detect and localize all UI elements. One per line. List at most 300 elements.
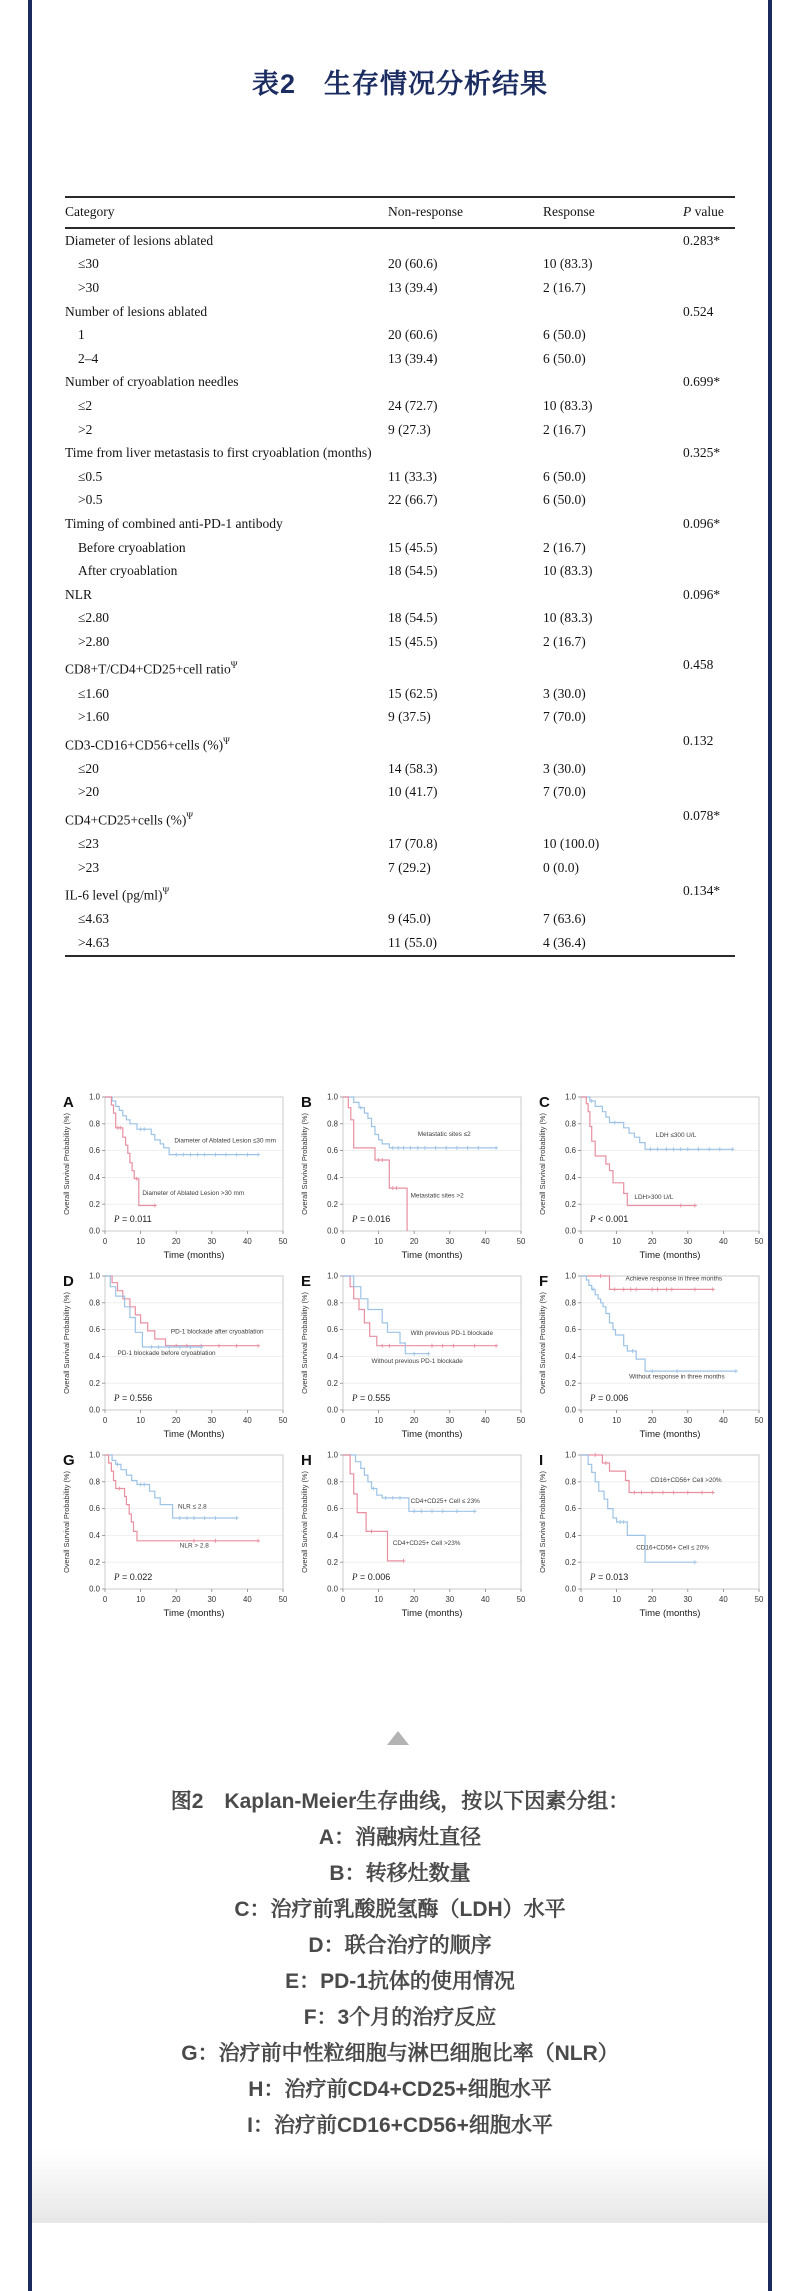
censor-mark (661, 1491, 665, 1495)
panel-letter: A (63, 1094, 74, 1111)
y-tick-label: 0.2 (89, 1378, 100, 1388)
category-cell: ≤23 (78, 836, 99, 852)
x-tick-label: 20 (647, 1595, 657, 1604)
response-cell (543, 880, 683, 908)
y-tick-label: 0.8 (327, 1477, 338, 1487)
table-row (65, 832, 735, 856)
p-value-cell (683, 347, 735, 371)
censor-mark (185, 1516, 189, 1520)
y-tick-label: 0.8 (565, 1298, 576, 1308)
table-row (65, 465, 735, 489)
censor-mark (224, 1153, 228, 1157)
censor-mark (675, 1369, 679, 1373)
x-tick-label: 30 (445, 1416, 455, 1425)
censor-mark (235, 1344, 239, 1348)
y-axis-label: Overall Survival Probability (%) (538, 1292, 547, 1394)
category-cell: 1 (78, 327, 85, 343)
censor-mark (118, 1126, 122, 1130)
censor-mark (494, 1146, 498, 1150)
caption-line: G：治疗前中性粒细胞与淋巴细胞比率（NLR） (181, 2042, 619, 2065)
p-value-cell (683, 559, 735, 583)
x-tick-label: 0 (340, 1237, 346, 1246)
curve-label: CD16+CD56+ Cell >20% (650, 1476, 722, 1484)
censor-mark (387, 1344, 391, 1348)
x-tick-label: 50 (278, 1595, 288, 1604)
category-cell: >30 (78, 279, 100, 295)
p-value-label: P = 0.011 (114, 1214, 152, 1224)
censor-mark (384, 1496, 388, 1500)
km-curve (105, 1276, 201, 1347)
p-value-cell (683, 682, 735, 706)
censor-mark (377, 1158, 381, 1162)
censor-mark (391, 1146, 395, 1150)
censor-mark (434, 1146, 438, 1150)
y-tick-label: 1.0 (89, 1271, 100, 1281)
caption-line: B：转移灶数量 (329, 1862, 471, 1885)
p-value-cell: 0.078* (683, 808, 721, 824)
table-row (65, 607, 735, 631)
censor-mark (494, 1344, 498, 1348)
category-cell: CD3-CD16+CD56+cells (%)$^\Psi$ (65, 735, 230, 753)
y-tick-label: 1.0 (565, 1092, 576, 1102)
censor-mark (473, 1509, 477, 1513)
y-tick-label: 0.6 (327, 1325, 338, 1335)
censor-mark (430, 1344, 434, 1348)
y-tick-label: 0.4 (565, 1352, 576, 1361)
curve-label: Metastatic sites >2 (410, 1192, 464, 1200)
y-tick-label: 0.4 (327, 1173, 338, 1182)
x-tick-label: 10 (374, 1595, 383, 1604)
curve-label: NLR > 2.8 (179, 1542, 209, 1550)
x-tick-label: 0 (102, 1237, 108, 1246)
panel-letter: D (63, 1273, 74, 1290)
censor-mark (256, 1344, 260, 1348)
table-row (65, 489, 735, 513)
curve-label: LDH>300 U/L (634, 1193, 674, 1201)
censor-mark (473, 1344, 477, 1348)
p-value-cell: 0.699* (683, 374, 721, 390)
response-cell: 10 (83.3) (543, 256, 593, 272)
response-cell: 4 (36.4) (543, 935, 586, 951)
x-tick-label: 40 (719, 1595, 728, 1604)
non-response-cell (388, 512, 543, 536)
x-tick-label: 30 (445, 1237, 455, 1246)
p-value-cell (683, 465, 735, 489)
x-tick-label: 40 (243, 1237, 252, 1246)
non-response-cell: 13 (39.4) (388, 350, 438, 366)
table-row (65, 654, 735, 682)
censor-mark (613, 1287, 617, 1291)
table-row (65, 300, 735, 324)
censor-mark (656, 1287, 660, 1291)
x-tick-label: 30 (207, 1416, 217, 1425)
x-tick-label: 0 (102, 1416, 108, 1425)
y-axis-label: Overall Survival Probability (%) (62, 1292, 71, 1394)
km-curve (581, 1097, 695, 1206)
y-axis-label: Overall Survival Probability (%) (538, 1113, 547, 1215)
non-response-cell: 9 (45.0) (388, 911, 431, 927)
table-row (65, 630, 735, 654)
km-panel-C (536, 1085, 771, 1263)
y-tick-label: 0.4 (89, 1352, 100, 1361)
figure-caption (31, 1784, 769, 2144)
y-tick-label: 0.6 (565, 1325, 576, 1335)
x-tick-label: 20 (171, 1237, 181, 1246)
non-response-cell (388, 228, 543, 253)
table-row (65, 705, 735, 729)
km-panel-G (60, 1443, 295, 1621)
category-cell: ≤30 (78, 256, 99, 272)
km-panel-I (536, 1443, 771, 1621)
non-response-cell (388, 880, 543, 908)
p-value-cell: 0.458 (683, 657, 714, 673)
non-response-cell: 22 (66.7) (388, 492, 438, 508)
category-cell: NLR (65, 586, 92, 602)
censor-mark (181, 1153, 185, 1157)
non-response-cell: 7 (29.2) (388, 859, 431, 875)
response-cell (543, 228, 683, 253)
p-value-cell (683, 630, 735, 654)
x-tick-label: 0 (578, 1416, 584, 1425)
censor-mark (693, 1560, 697, 1564)
censor-mark (139, 1127, 143, 1131)
category-cell: Time from liver metastasis to first cryoablation (months) (65, 445, 372, 461)
y-tick-label: 0.6 (327, 1504, 338, 1514)
y-tick-label: 0.8 (89, 1119, 100, 1129)
y-tick-label: 0.2 (327, 1557, 338, 1567)
curve-label: Diameter of Ablated Lesion >30 mm (142, 1189, 245, 1197)
non-response-cell: 20 (60.6) (388, 327, 438, 343)
category-cell: >0.5 (78, 492, 103, 508)
y-tick-label: 0.2 (89, 1557, 100, 1567)
curve-label: CD4+CD25+ Cell >23% (392, 1539, 461, 1547)
caption-line: 图2 Kaplan-Meier生存曲线，按以下因素分组： (170, 1790, 630, 1813)
p-value-cell (683, 489, 735, 513)
km-panel-D (60, 1264, 295, 1442)
p-value-label: P < 0.001 (590, 1214, 629, 1224)
table-header-row (65, 197, 735, 228)
censor-mark (693, 1287, 697, 1291)
y-tick-label: 0.2 (565, 1557, 576, 1567)
p-value-cell (683, 253, 735, 277)
response-cell: 7 (70.0) (543, 709, 586, 725)
p-value-cell (683, 832, 735, 856)
km-curve (581, 1097, 734, 1149)
response-cell: 2 (16.7) (543, 633, 586, 649)
curve-label: PD-1 blockade before cryoablation (117, 1350, 216, 1358)
x-axis-label: Time (months) (163, 1250, 225, 1261)
x-tick-label: 10 (136, 1416, 145, 1425)
censor-mark (444, 1146, 448, 1150)
response-cell (543, 583, 683, 607)
x-tick-label: 10 (374, 1416, 383, 1425)
caption-line: D：联合治疗的顺序 (308, 1934, 492, 1957)
censor-mark (156, 1345, 160, 1349)
censor-mark (618, 1520, 622, 1524)
censor-mark (455, 1146, 459, 1150)
category-cell: ≤2.80 (78, 610, 110, 626)
censor-mark (426, 1352, 430, 1356)
censor-mark (149, 1345, 153, 1349)
y-tick-label: 0.4 (89, 1531, 100, 1540)
table-row (65, 856, 735, 880)
table-row (65, 347, 735, 371)
x-tick-label: 20 (647, 1237, 657, 1246)
caption-line: F：3个月的治疗反应 (303, 2006, 497, 2029)
censor-mark (670, 1287, 674, 1291)
p-value-cell: 0.325* (683, 445, 721, 461)
table-row (65, 276, 735, 300)
km-panel-B (298, 1085, 533, 1263)
censor-mark (650, 1491, 654, 1495)
category-cell: Before cryoablation (78, 539, 186, 555)
panel-letter: B (301, 1094, 312, 1111)
p-value-cell: 0.096* (683, 586, 721, 602)
y-tick-label: 0.6 (89, 1325, 100, 1335)
km-curve (343, 1276, 428, 1354)
p-value-cell (683, 536, 735, 560)
caption-line: I：治疗前CD16+CD56+细胞水平 (247, 2114, 553, 2137)
response-cell: 2 (16.7) (543, 279, 586, 295)
p-value-label: P = 0.016 (352, 1214, 391, 1224)
x-tick-label: 20 (409, 1416, 419, 1425)
censor-mark (188, 1153, 192, 1157)
y-tick-label: 1.0 (89, 1092, 100, 1102)
curve-label: Without previous PD-1 blockade (371, 1358, 463, 1366)
censor-mark (203, 1516, 207, 1520)
censor-mark (380, 1344, 384, 1348)
x-tick-label: 50 (278, 1416, 288, 1425)
censor-mark (394, 1186, 398, 1190)
category-cell: ≤1.60 (78, 685, 110, 701)
censor-mark (476, 1146, 480, 1150)
km-panel-A (60, 1085, 295, 1263)
table-row (65, 781, 735, 805)
category-cell: >2 (78, 421, 93, 437)
x-axis-label: Time (months) (639, 1250, 701, 1261)
table-row (65, 371, 735, 395)
censor-mark (441, 1509, 445, 1513)
table-row (65, 418, 735, 442)
response-cell: 2 (16.7) (543, 539, 586, 555)
panel-letter: E (301, 1273, 312, 1290)
y-tick-label: 0.0 (89, 1584, 100, 1594)
non-response-cell (388, 371, 543, 395)
x-axis-label: Time (Months) (163, 1429, 225, 1440)
non-response-cell: 17 (70.8) (388, 836, 438, 852)
table-row (65, 441, 735, 465)
non-response-cell: 24 (72.7) (388, 397, 438, 413)
censor-mark (631, 1349, 635, 1353)
response-cell: 3 (30.0) (543, 760, 586, 776)
table-row (65, 394, 735, 418)
censor-mark (235, 1516, 239, 1520)
censor-mark (174, 1153, 178, 1157)
y-tick-label: 1.0 (327, 1092, 338, 1102)
censor-mark (398, 1496, 402, 1500)
non-response-cell: 14 (58.3) (388, 760, 438, 776)
response-cell (543, 804, 683, 832)
p-value-cell (683, 418, 735, 442)
non-response-cell (388, 804, 543, 832)
response-cell: 10 (83.3) (543, 563, 593, 579)
y-tick-label: 0.2 (327, 1199, 338, 1209)
collapse-triangle-icon[interactable] (387, 1731, 409, 1745)
y-tick-label: 0.8 (565, 1119, 576, 1129)
category-cell: Number of cryoablation needles (65, 374, 239, 390)
p-value-label: P = 0.006 (590, 1393, 629, 1403)
y-tick-label: 0.2 (327, 1378, 338, 1388)
x-axis-label: Time (months) (401, 1608, 463, 1619)
response-cell: 6 (50.0) (543, 468, 586, 484)
category-cell: CD4+CD25+cells (%)$^\Psi$ (65, 811, 193, 828)
y-tick-label: 0.8 (327, 1298, 338, 1308)
censor-mark (672, 1491, 676, 1495)
y-axis-label: Overall Survival Probability (%) (300, 1292, 309, 1394)
x-tick-label: 50 (754, 1416, 764, 1425)
response-cell: 6 (50.0) (543, 492, 586, 508)
y-tick-label: 0.4 (327, 1352, 338, 1361)
p-value-cell (683, 908, 735, 932)
y-tick-label: 1.0 (327, 1271, 338, 1281)
category-cell: >1.60 (78, 709, 110, 725)
curve-label: Diameter of Ablated Lesion ≤30 mm (174, 1137, 276, 1145)
censor-mark (734, 1369, 738, 1373)
non-response-cell: 11 (33.3) (388, 468, 437, 484)
x-axis-label: Time (months) (639, 1429, 701, 1440)
km-curve (343, 1097, 496, 1148)
non-response-cell: 10 (41.7) (388, 784, 438, 800)
censor-mark (139, 1483, 143, 1487)
response-cell: 6 (50.0) (543, 350, 586, 366)
censor-mark (451, 1344, 455, 1348)
p-value-cell (683, 607, 735, 631)
p-value-cell (683, 323, 735, 347)
category-cell: 2–4 (78, 350, 99, 366)
response-cell: 10 (100.0) (543, 836, 600, 852)
content-bottom-fade (32, 2150, 768, 2223)
y-axis-label: Overall Survival Probability (%) (538, 1471, 547, 1573)
y-tick-label: 0.4 (565, 1531, 576, 1540)
y-tick-label: 0.4 (89, 1173, 100, 1182)
response-cell: 0 (0.0) (543, 859, 579, 875)
censor-mark (632, 1491, 636, 1495)
km-curve (105, 1455, 258, 1541)
caption-line: E：PD-1抗体的使用情况 (285, 1970, 515, 1993)
censor-mark (441, 1344, 445, 1348)
censor-mark (419, 1509, 423, 1513)
non-response-cell: 9 (27.3) (388, 421, 431, 437)
category-cell: ≤0.5 (78, 468, 103, 484)
y-tick-label: 0.6 (565, 1504, 576, 1514)
km-curve (343, 1097, 407, 1231)
censor-mark (213, 1516, 217, 1520)
curve-label: NLR ≤ 2.8 (178, 1503, 207, 1511)
censor-mark (686, 1491, 690, 1495)
response-cell: 7 (70.0) (543, 784, 586, 800)
survival-analysis-table (65, 196, 735, 957)
table-row (65, 512, 735, 536)
x-tick-label: 20 (409, 1237, 419, 1246)
p-value-cell (683, 394, 735, 418)
category-cell: IL-6 level $(pg/ml)^\Psi$ (65, 886, 170, 903)
censor-mark (629, 1287, 633, 1291)
y-tick-label: 1.0 (327, 1450, 338, 1460)
censor-mark (412, 1509, 416, 1513)
y-tick-label: 1.0 (89, 1450, 100, 1460)
x-tick-label: 30 (683, 1237, 693, 1246)
censor-mark (430, 1509, 434, 1513)
y-tick-label: 0.0 (565, 1405, 576, 1415)
y-axis-label: Overall Survival Probability (%) (300, 1113, 309, 1215)
censor-mark (396, 1146, 400, 1150)
p-value-label: P = 0.013 (590, 1572, 629, 1582)
category-cell: >2.80 (78, 633, 110, 649)
panel-letter: G (63, 1452, 75, 1469)
response-cell (543, 441, 683, 465)
curve-label: PD-1 blockade after cryoablation (170, 1328, 264, 1336)
x-tick-label: 50 (754, 1237, 764, 1246)
y-tick-label: 0.8 (89, 1298, 100, 1308)
y-tick-label: 0.0 (327, 1405, 338, 1415)
x-tick-label: 20 (171, 1595, 181, 1604)
p-value-cell: 0.132 (683, 732, 714, 748)
censor-mark (192, 1516, 196, 1520)
y-tick-label: 0.4 (565, 1173, 576, 1182)
x-tick-label: 50 (516, 1595, 526, 1604)
y-tick-label: 0.6 (89, 1146, 100, 1156)
x-tick-label: 40 (719, 1416, 728, 1425)
censor-mark (604, 1461, 608, 1465)
censor-mark (593, 1453, 597, 1457)
y-tick-label: 0.2 (89, 1199, 100, 1209)
curve-label: Achieve response in three months (625, 1275, 723, 1283)
column-header: Non-response (388, 197, 543, 228)
censor-mark (711, 1287, 715, 1291)
censor-mark (213, 1539, 217, 1543)
non-response-cell (388, 654, 543, 682)
response-cell (543, 300, 683, 324)
table-row (65, 880, 735, 908)
non-response-cell (388, 300, 543, 324)
category-cell: >23 (78, 859, 100, 875)
p-value-cell (683, 856, 735, 880)
y-tick-label: 0.0 (89, 1405, 100, 1415)
table-body (65, 228, 735, 956)
censor-mark (196, 1153, 200, 1157)
censor-mark (622, 1287, 626, 1291)
censor-mark (203, 1153, 207, 1157)
x-tick-label: 40 (719, 1237, 728, 1246)
censor-mark (117, 1487, 121, 1491)
y-tick-label: 0.8 (89, 1477, 100, 1487)
table-row (65, 228, 735, 253)
non-response-cell (388, 583, 543, 607)
curve-label: Without response in three months (629, 1373, 725, 1381)
y-axis-label: Overall Survival Probability (%) (62, 1471, 71, 1573)
censor-mark (245, 1153, 249, 1157)
y-tick-label: 0.0 (327, 1226, 338, 1236)
km-panel-H (298, 1443, 533, 1621)
response-cell (543, 371, 683, 395)
km-figure (60, 1085, 772, 1621)
table-row (65, 323, 735, 347)
x-tick-label: 50 (516, 1237, 526, 1246)
x-tick-label: 30 (207, 1237, 217, 1246)
response-cell: 2 (16.7) (543, 421, 586, 437)
x-tick-label: 50 (516, 1416, 526, 1425)
censor-mark (402, 1146, 406, 1150)
